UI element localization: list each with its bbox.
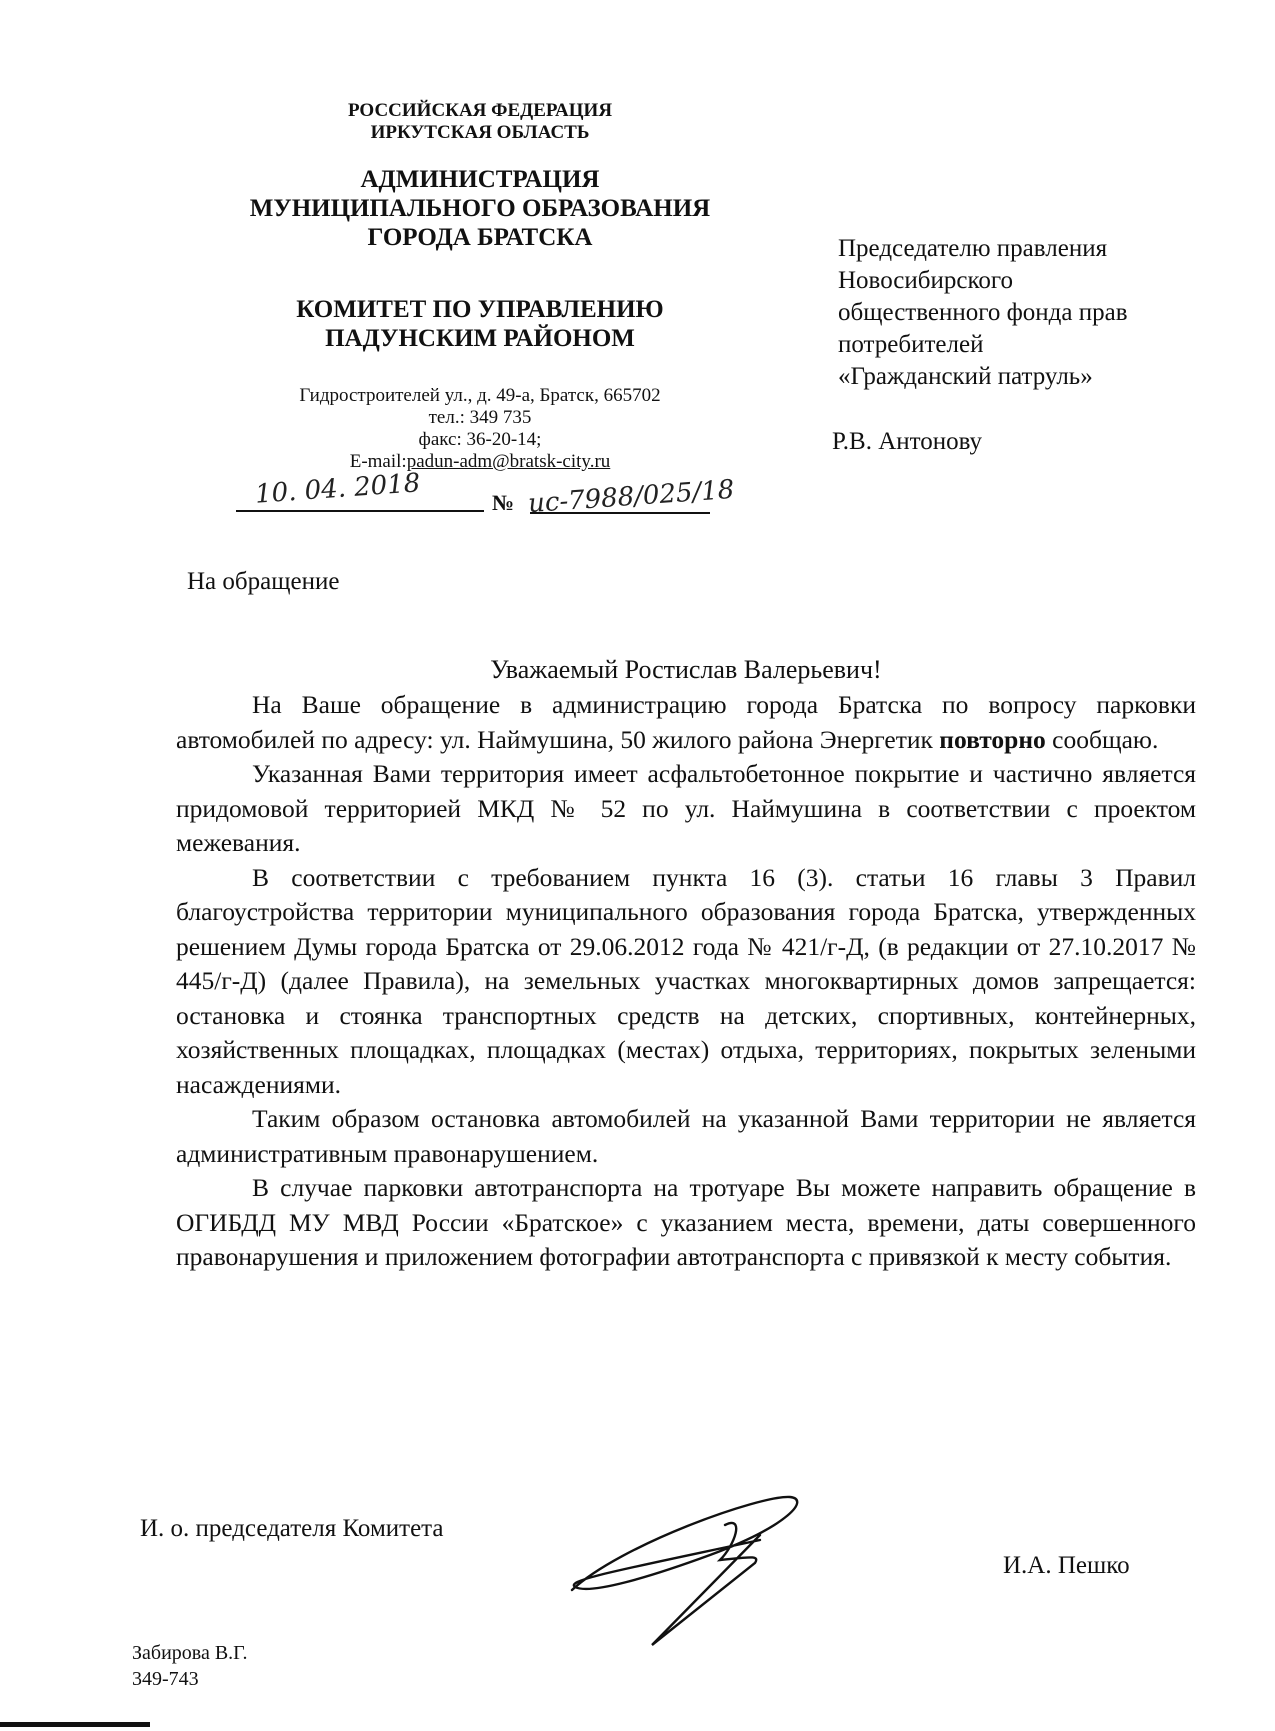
email-link[interactable]: padun-adm@bratsk-city.ru	[406, 451, 611, 472]
paragraph-3: В соответствии с требованием пункта 16 (3). статьи 16 главы 3 Правил благоустройства территории муниципального образования города Братска, утвержденных решением Думы города Братска от 29.06.2012 года № 421/г-Д, (в редакции от 27.10.2017 № 445/г-Д) (далее Правила), на земельных участках многоквартирных домов запрещается: остановка и стоянка транспортных средств на детских, спортивных, контейнерных, хозяйственных площадках, площадках (местах) отдыха, территориях, покрытых зелеными насаждениями.	[176, 862, 1196, 1099]
executor-block	[132, 1640, 247, 1692]
recipient-name: Р.В. Антонову	[832, 428, 983, 455]
paragraph-4: Таким образом остановка автомобилей на указанной Вами территории не является административным правонарушением.	[176, 1104, 1196, 1168]
committee-name	[180, 295, 780, 353]
recipient-line: «Гражданский патруль»	[838, 363, 1093, 390]
email-label: E-mail:	[349, 451, 407, 472]
contact-block	[180, 385, 780, 473]
committee-line: КОМИТЕТ ПО УПРАВЛЕНИЮ	[296, 296, 664, 323]
admin-line: АДМИНИСТРАЦИЯ	[360, 166, 600, 193]
region-name: ИРКУТСКАЯ ОБЛАСТЬ	[370, 122, 590, 143]
administration-name	[180, 165, 780, 252]
recipient-line: Председателю правления	[838, 235, 1108, 262]
executor-name: Забирова В.Г.	[132, 1642, 248, 1664]
letter-body	[176, 688, 1196, 1275]
recipient-line: общественного фонда прав	[838, 299, 1128, 326]
p1-end: сообщаю.	[1045, 724, 1159, 754]
handwritten-signature	[560, 1485, 890, 1655]
paragraph-5: В случае парковки автотранспорта на тротуаре Вы можете направить обращение в ОГИБДД МУ МВД России «Братское» с указанием места, времени, даты совершенного правонарушения и приложением фотографии автотранспорта с привязкой к месту события.	[176, 1173, 1196, 1271]
p1-text: На Ваше обращение в администрацию города Братска по вопросу парковки автомобилей по адресу: ул. Наймушина, 50 жилого района Энергетик	[176, 690, 1196, 754]
handwritten-number: ис-7988/025/18	[527, 474, 736, 520]
paragraph-1	[176, 688, 1196, 757]
subject-line: На обращение	[187, 568, 340, 595]
signatory-name: И.А. Пешко	[1003, 1552, 1130, 1579]
phone: тел.: 349 735	[428, 407, 532, 428]
committee-line: ПАДУНСКИМ РАЙОНОМ	[325, 325, 635, 352]
fax: факс: 36-20-14;	[418, 429, 542, 450]
date-line	[236, 510, 484, 512]
address: Гидростроителей ул., д. 49-а, Братск, 665702	[299, 385, 661, 406]
scan-edge-mark	[0, 1722, 150, 1727]
signatory-position: И. о. председателя Комитета	[140, 1515, 444, 1542]
executor-phone: 349-743	[132, 1668, 199, 1690]
p1-bold: повторно	[939, 724, 1046, 754]
country-name: РОССИЙСКАЯ ФЕДЕРАЦИЯ	[347, 100, 613, 121]
paragraph-2: Указанная Вами территория имеет асфальтобетонное покрытие и частично является придомовой территорией МКД № 52 по ул. Наймушина в соответствии с проектом межевания.	[176, 759, 1196, 857]
email-line	[180, 451, 780, 473]
handwritten-date: 10. 04. 2018	[254, 468, 422, 510]
letterhead-country	[180, 100, 780, 144]
recipient-block	[838, 233, 1128, 393]
admin-line: ГОРОДА БРАТСКА	[367, 224, 593, 251]
number-sign: №	[492, 490, 515, 515]
recipient-line: потребителей	[838, 331, 984, 358]
recipient-line: Новосибирского	[838, 267, 1013, 294]
admin-line: МУНИЦИПАЛЬНОГО ОБРАЗОВАНИЯ	[249, 195, 711, 222]
greeting: Уважаемый Ростислав Валерьевич!	[490, 655, 882, 684]
